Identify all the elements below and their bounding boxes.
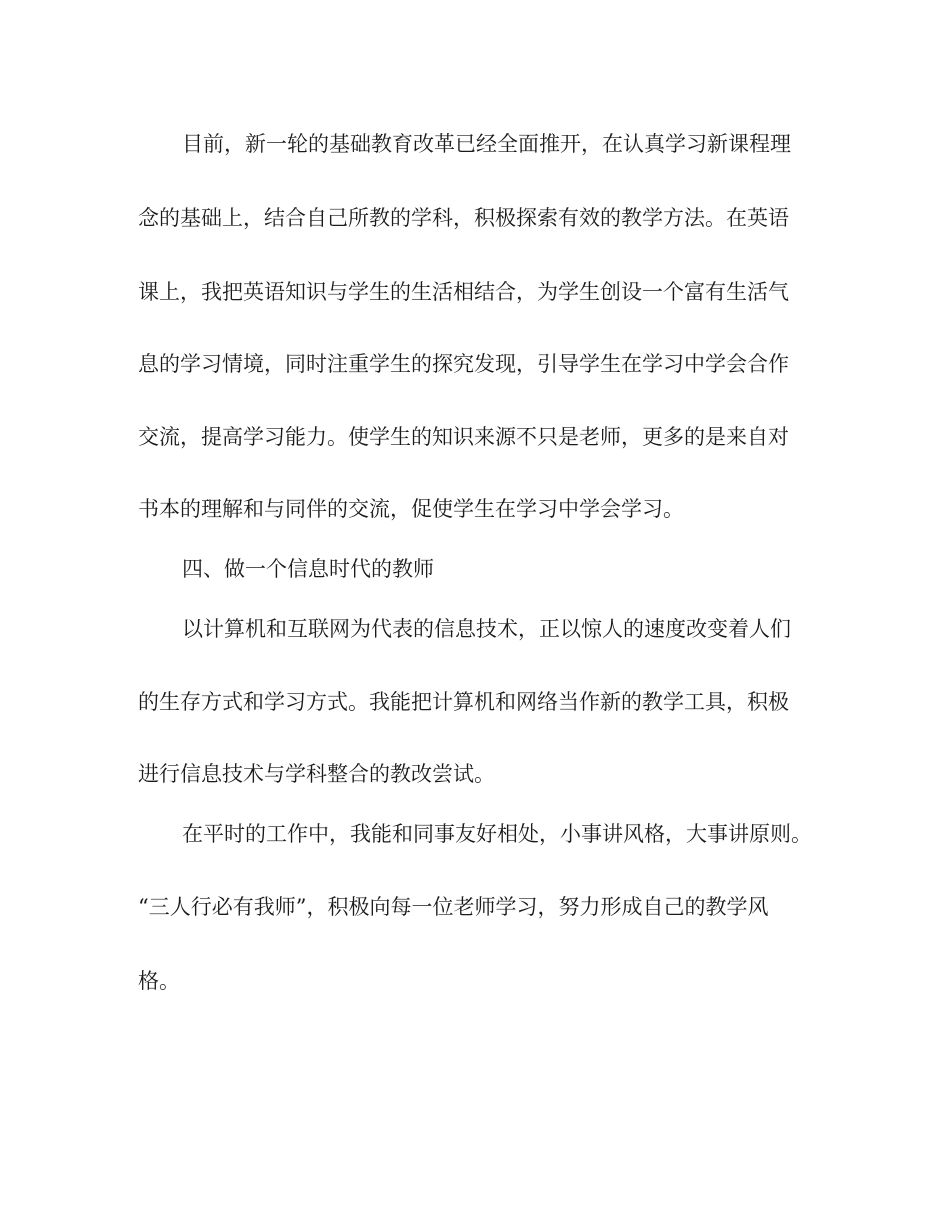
paragraph-2-line-3: 进行信息技术与学科整合的教改尝试。 bbox=[138, 762, 495, 786]
paragraph-3-line-1: 在平时的工作中，我能和同事友好相处，小事讲风格，大事讲原则。 bbox=[182, 822, 812, 846]
paragraph-1-line-1: 目前，新一轮的基础教育改革已经全面推开，在认真学习新课程理 bbox=[182, 132, 791, 156]
paragraph-3-line-2: “三人行必有我师”，积极向每一位老师学习，努力形成自己的教学风 bbox=[138, 895, 769, 919]
paragraph-2-line-2: 的生存方式和学习方式。我能把计算机和网络当作新的教学工具，积极 bbox=[138, 690, 789, 714]
paragraph-1-line-2: 念的基础上，结合自己所教的学科，积极探索有效的教学方法。在英语 bbox=[138, 206, 789, 230]
paragraph-2-line-1: 以计算机和互联网为代表的信息技术，正以惊人的速度改变着人们 bbox=[182, 617, 791, 641]
paragraph-1-line-3: 课上，我把英语知识与学生的生活相结合，为学生创设一个富有生活气 bbox=[138, 280, 789, 304]
paragraph-1-line-4: 息的学习情境，同时注重学生的探究发现，引导学生在学习中学会合作 bbox=[138, 352, 789, 376]
paragraph-1-line-5: 交流，提高学习能力。使学生的知识来源不只是老师，更多的是来自对 bbox=[138, 425, 789, 449]
section-heading: 四、做一个信息时代的教师 bbox=[182, 557, 434, 581]
paragraph-3-line-3: 格。 bbox=[138, 969, 180, 993]
paragraph-1-line-6: 书本的理解和与同伴的交流，促使学生在学习中学会学习。 bbox=[138, 497, 684, 521]
